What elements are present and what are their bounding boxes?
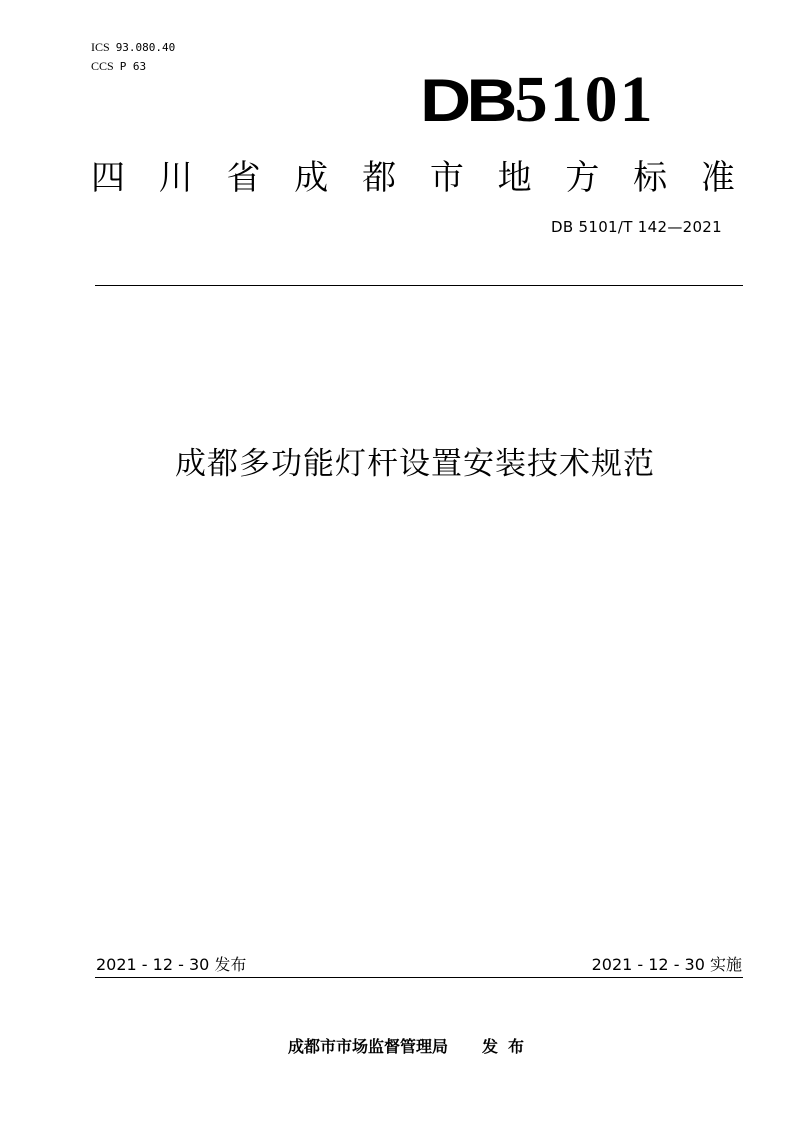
ics-label: ICS [91, 40, 110, 54]
ics-code: 93.080.40 [115, 41, 176, 54]
logo-code: 5101 [514, 63, 655, 136]
standard-type-char: 成 [294, 157, 329, 198]
header-divider [95, 285, 743, 286]
ccs-classification [91, 57, 146, 76]
standard-type-char: 都 [362, 157, 397, 198]
standard-number: DB 5101/T 142—2021 [551, 218, 722, 236]
standard-type-char: 标 [633, 157, 668, 198]
ccs-label: CCS [91, 59, 114, 73]
implementation-date: 2021 - 12 - 30 实施 [591, 955, 742, 974]
standard-type [88, 150, 738, 198]
standard-type-char: 省 [226, 157, 261, 198]
document-title: 成都多功能灯杆设置安装技术规范 [175, 446, 655, 482]
standard-type-char: 市 [429, 157, 464, 198]
issue-date: 2021 - 12 - 30 发布 [96, 955, 247, 974]
standard-type-char: 准 [700, 157, 735, 198]
issuer-name: 成都市市场监督管理局 [287, 1037, 448, 1056]
issuer-line [0, 1034, 800, 1057]
standard-logo [420, 63, 690, 136]
footer-divider [95, 977, 743, 978]
ccs-code: P 63 [119, 60, 147, 73]
standard-type-char: 地 [497, 157, 532, 198]
issuer-action: 发布 [482, 1037, 535, 1056]
standard-type-char: 川 [158, 157, 193, 198]
standard-type-char: 四 [91, 157, 125, 198]
logo-db-letters: DB [420, 67, 513, 134]
standard-type-char: 方 [565, 157, 600, 198]
ics-classification [91, 38, 175, 57]
